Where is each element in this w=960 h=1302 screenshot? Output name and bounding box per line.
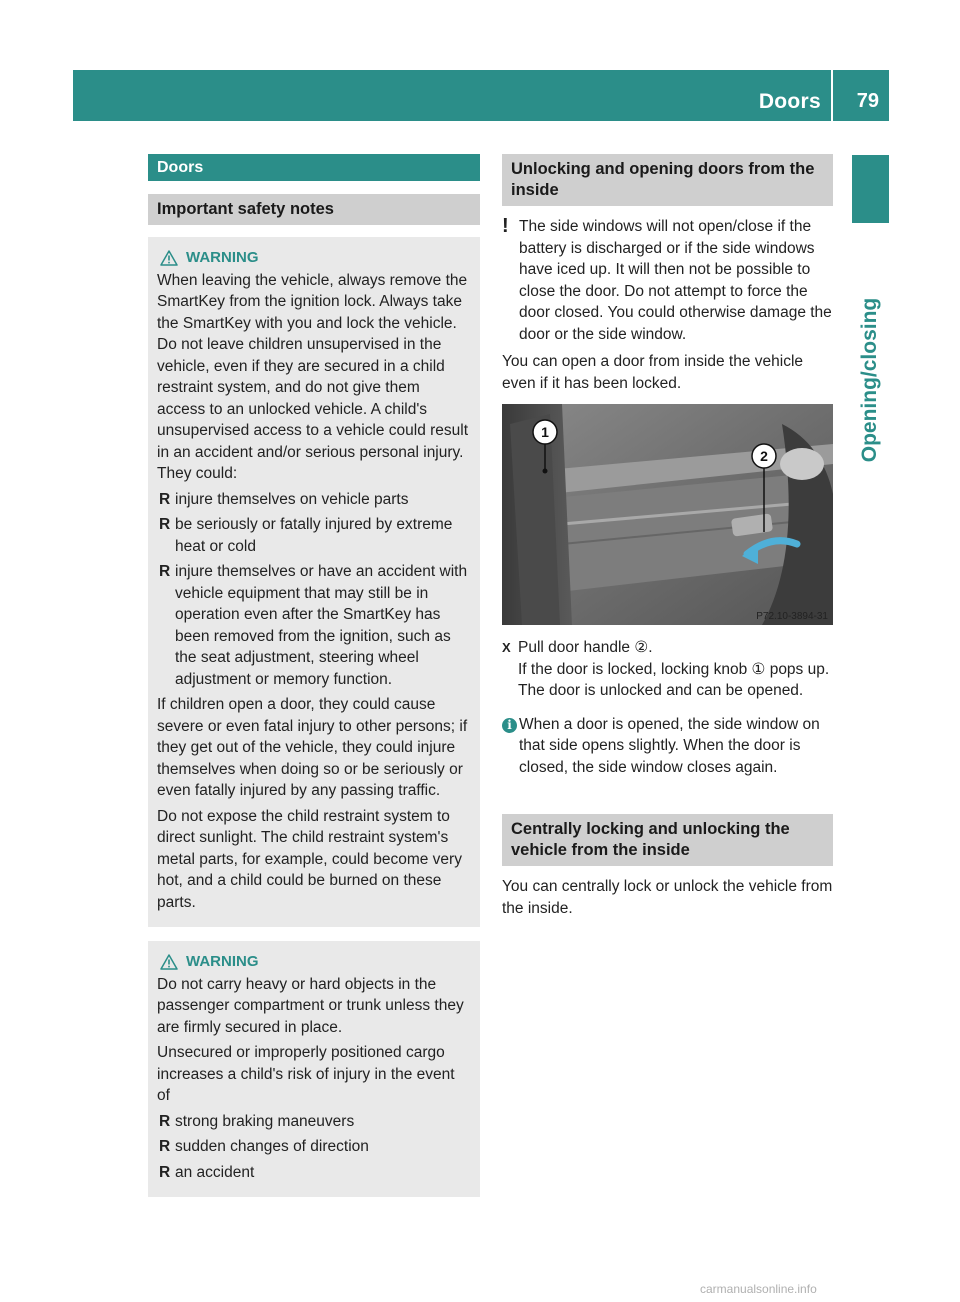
header-section-title: Doors (758, 90, 821, 113)
figure-callout-1: 1 (541, 424, 549, 440)
step-result: If the door is locked, locking knob ① pops up. The door is unlocked and can be opened. (518, 660, 830, 699)
step-arrow-icon: X (502, 640, 511, 655)
bullet-item (157, 1162, 471, 1184)
warning-box-2 (148, 941, 480, 1197)
central-locking-paragraph: You can centrally lock or unlock the vehicle from the inside. (502, 878, 833, 917)
warning-triangle-icon (160, 250, 178, 266)
right-column (502, 154, 833, 925)
bullet-mark: R (159, 1112, 171, 1130)
warning-paragraph: Do not carry heavy or hard objects in the passenger compartment or trunk unless they are firmly secured in place. (157, 975, 464, 1036)
page-number: 79 (856, 90, 879, 112)
warning-box-1 (148, 237, 480, 927)
warning-label: WARNING (186, 249, 259, 266)
warning-paragraph: Do not expose the child restraint system to direct sunlight. The child restraint system's metal parts, for example, could become very hot, and a child could be burned on these parts. (157, 807, 462, 911)
figure-code: P72.10-3894-31 (756, 611, 828, 622)
warning-heading-2 (157, 951, 471, 973)
warning-label: WARNING (186, 953, 259, 970)
left-column (148, 154, 480, 1197)
bullet-text: injure themselves or have an accident with vehicle equipment that may still be in operation even after the SmartKey has been removed from the ignition, such as the seat adjustment, steering wheel adjustment or memory function. (175, 563, 468, 688)
warning-paragraph: If children open a door, they could cause severe or even fatal injury to other persons; if they get out of the vehicle, they could injure themselves when doing so or be seriously or even fatally injured by any passing traffic. (157, 696, 468, 799)
caution-note-text: The side windows will not open/close if the battery is discharged or if the side windows have iced up. It will then not be possible to close the door. Do not attempt to force the door closed. You could otherwise damage the door or the side window. (519, 218, 832, 343)
info-note-text: When a door is opened, the side window on that side opens slightly. When the door is closed, the side window closes again. (519, 715, 820, 776)
bullet-text: strong braking maneuvers (175, 1112, 355, 1130)
header-divider (831, 70, 833, 121)
info-note (502, 714, 833, 779)
bullet-mark: R (159, 1138, 171, 1155)
bullet-text: be seriously or fatally injured by extreme heat or cold (175, 516, 453, 555)
step-text: Pull door handle ②. (518, 639, 653, 656)
subsection-heading-safety: Important safety notes (148, 194, 480, 225)
bullet-mark: R (159, 516, 171, 533)
chapter-tab-marker (852, 155, 889, 223)
bullet-mark: R (159, 1163, 171, 1181)
bullet-item (157, 1111, 471, 1133)
subsection-heading-central-locking: Centrally locking and unlocking the vehicle from the inside (502, 814, 833, 866)
warning-heading-1 (157, 247, 471, 269)
info-icon: i (502, 718, 517, 733)
door-interior-illustration (502, 404, 833, 625)
bullet-text: injure themselves on vehicle parts (175, 490, 409, 508)
bullet-mark: R (159, 490, 171, 508)
warning-paragraph: When leaving the vehicle, always remove the SmartKey from the ignition lock. Always take the SmartKey with you and lock the vehicle. Do not leave children unsupervised in the vehicle, even if they are secured in a child restraint system, and do not give them access to an unlocked vehicle. A child's unsupervised access to a vehicle could result in an accident and/or serious personal injury. They could: (157, 271, 469, 482)
subsection-heading-unlocking: Unlocking and opening doors from the inside (502, 154, 833, 206)
bullet-item (157, 561, 471, 690)
warning-triangle-icon (160, 954, 178, 970)
intro-paragraph: You can open a door from inside the vehicle even if it has been locked. (502, 353, 804, 392)
bullet-item (157, 489, 471, 511)
door-interior-figure (502, 404, 833, 625)
instruction-step (502, 637, 833, 659)
bullet-item (157, 1136, 471, 1158)
bullet-text: sudden changes of direction (175, 1138, 369, 1155)
page-header-bar (73, 70, 889, 121)
chapter-tab-label: Opening/closing (858, 297, 881, 463)
bullet-item (157, 514, 471, 557)
bullet-mark: R (159, 563, 171, 580)
figure-callout-2: 2 (760, 448, 768, 464)
caution-note (502, 216, 833, 345)
section-heading-doors: Doors (148, 154, 480, 181)
exclamation-icon: ! (502, 215, 509, 237)
warning-paragraph: Unsecured or improperly positioned cargo increases a child's risk of injury in the event of (157, 1044, 455, 1104)
watermark: carmanualsonline.info (700, 1282, 817, 1296)
bullet-text: an accident (175, 1163, 255, 1181)
